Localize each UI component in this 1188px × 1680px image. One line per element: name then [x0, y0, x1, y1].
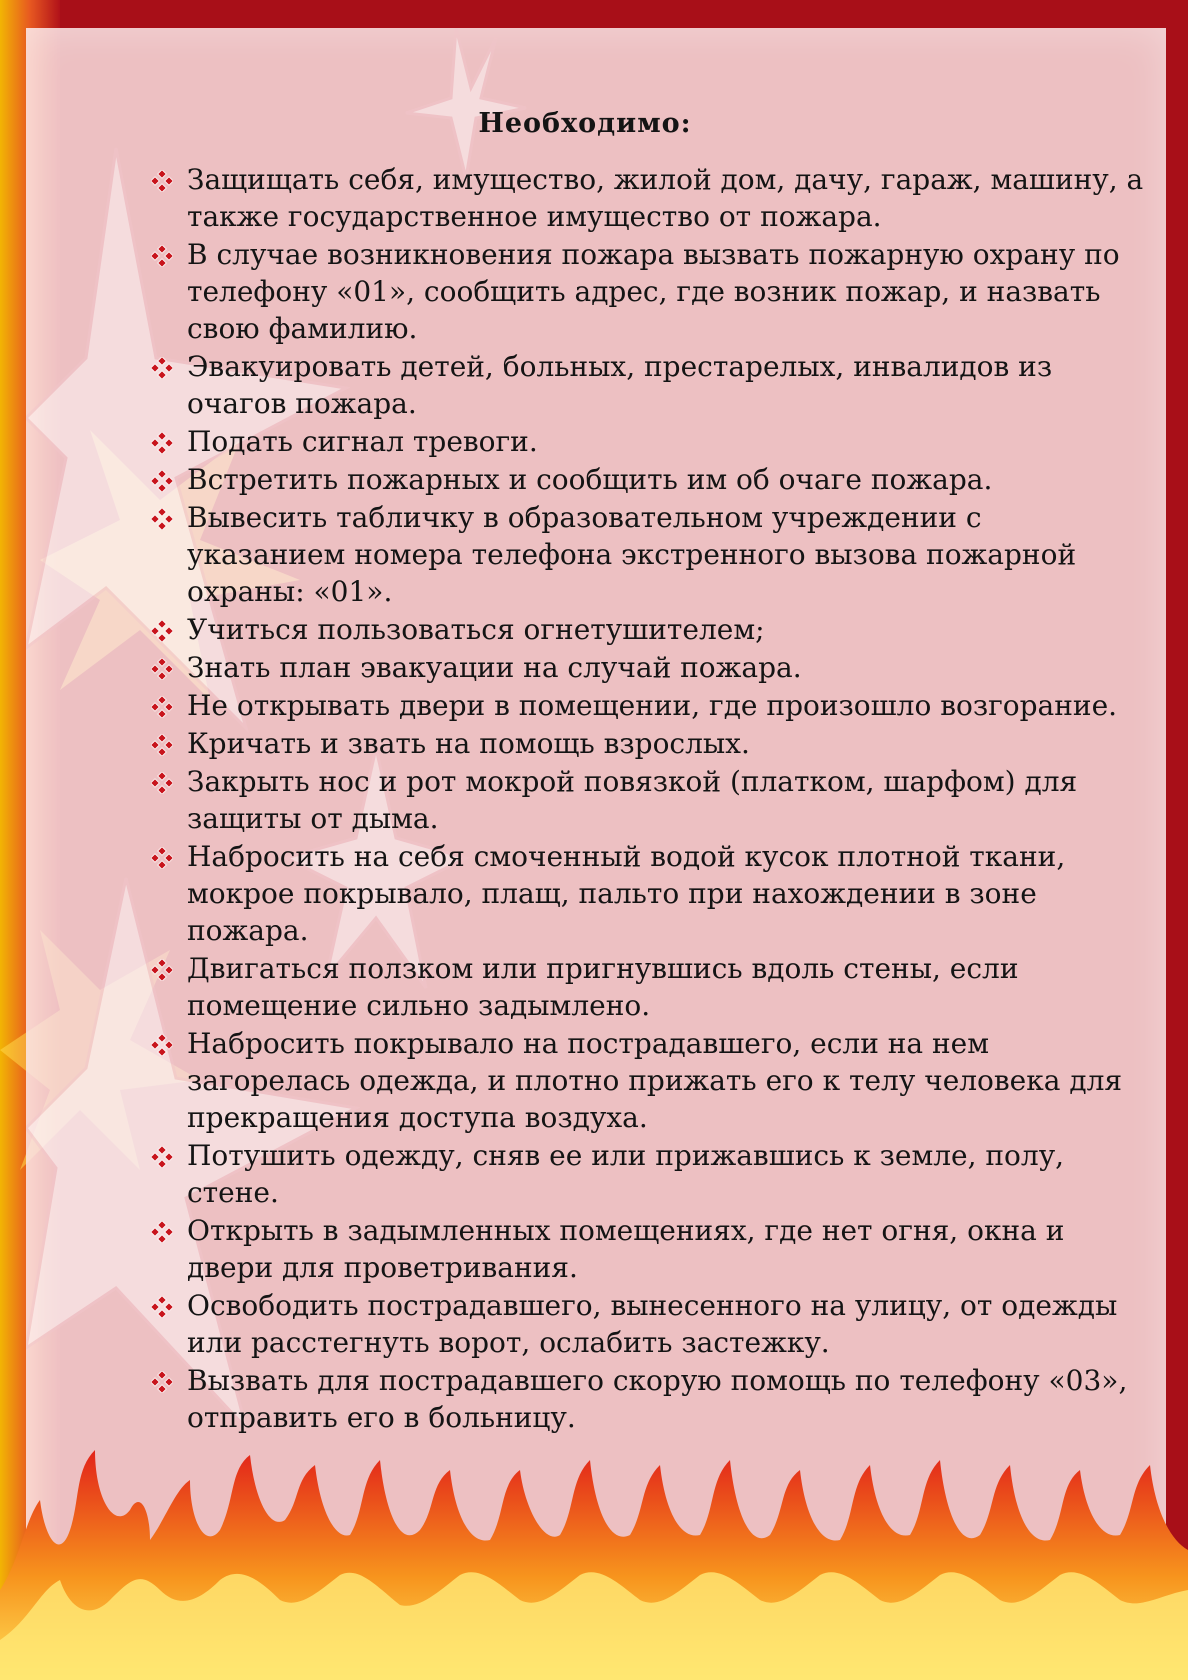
- list-item: [145, 763, 1145, 837]
- list-item: [145, 348, 1145, 422]
- list-item: [145, 423, 1145, 460]
- list-item: [145, 1212, 1145, 1286]
- four-diamond-bullet-icon: [151, 649, 175, 686]
- list-item-text: Не открывать двери в помещении, где произошло возгорание.: [187, 689, 1118, 722]
- list-item-text: Набросить на себя смоченный водой кусок плотной ткани, мокрое покрывало, плащ, пальто при нахождении в зоне пожара.: [187, 840, 1066, 947]
- four-diamond-bullet-icon: [151, 423, 175, 460]
- instructions-list: [145, 161, 1145, 1436]
- four-diamond-bullet-icon: [151, 1025, 175, 1062]
- list-item-text: Эвакуировать детей, больных, престарелых, инвалидов из очагов пожара.: [187, 350, 1053, 420]
- list-item: [145, 838, 1145, 949]
- four-diamond-bullet-icon: [151, 611, 175, 648]
- list-item-text: Освободить пострадавшего, вынесенного на улицу, от одежды или расстегнуть ворот, ослабить застежку.: [187, 1289, 1118, 1359]
- list-item: [145, 1287, 1145, 1361]
- list-item-text: Закрыть нос и рот мокрой повязкой (платком, шарфом) для защиты от дыма.: [187, 765, 1078, 835]
- list-item-text: Защищать себя, имущество, жилой дом, дачу, гараж, машину, а также государственное имущество от пожара.: [187, 163, 1144, 233]
- four-diamond-bullet-icon: [151, 838, 175, 875]
- four-diamond-bullet-icon: [151, 236, 175, 273]
- four-diamond-bullet-icon: [151, 687, 175, 724]
- list-item-text: Двигаться ползком или пригнувшись вдоль стены, если помещение сильно задымлено.: [187, 952, 1019, 1022]
- four-diamond-bullet-icon: [151, 763, 175, 800]
- list-item-text: Знать план эвакуации на случай пожара.: [187, 651, 802, 684]
- page-title: Необходимо:: [478, 108, 692, 139]
- list-item: [145, 725, 1145, 762]
- list-item: [145, 611, 1145, 648]
- list-item-text: Вывесить табличку в образовательном учреждении с указанием номера телефона экстренного вызова пожарной охраны: «01».: [187, 501, 1077, 608]
- list-item: [145, 161, 1145, 235]
- four-diamond-bullet-icon: [151, 1287, 175, 1324]
- list-item-text: Учиться пользоваться огнетушителем;: [187, 613, 765, 646]
- list-item: [145, 950, 1145, 1024]
- list-item: [145, 649, 1145, 686]
- list-item-text: Набросить покрывало на пострадавшего, если на нем загорелась одежда, и плотно прижать его к телу человека для прекращения доступа воздуха.: [187, 1027, 1123, 1134]
- four-diamond-bullet-icon: [151, 950, 175, 987]
- four-diamond-bullet-icon: [151, 1362, 175, 1399]
- list-item: [145, 1137, 1145, 1211]
- list-item-text: Встретить пожарных и сообщить им об очаге пожара.: [187, 463, 993, 496]
- four-diamond-bullet-icon: [151, 499, 175, 536]
- four-diamond-bullet-icon: [151, 461, 175, 498]
- flames-decoration: [0, 1440, 1188, 1680]
- list-item-text: Потушить одежду, сняв ее или прижавшись к земле, полу, стене.: [187, 1139, 1065, 1209]
- four-diamond-bullet-icon: [151, 348, 175, 385]
- list-item-text: Подать сигнал тревоги.: [187, 425, 538, 458]
- list-item-text: Кричать и звать на помощь взрослых.: [187, 727, 750, 760]
- list-item: [145, 687, 1145, 724]
- list-item: [145, 499, 1145, 610]
- four-diamond-bullet-icon: [151, 1212, 175, 1249]
- list-item: [145, 461, 1145, 498]
- list-item: [145, 236, 1145, 347]
- content: [145, 108, 1145, 1437]
- list-item: [145, 1362, 1145, 1436]
- four-diamond-bullet-icon: [151, 1137, 175, 1174]
- list-item-text: Открыть в задымленных помещениях, где нет огня, окна и двери для проветривания.: [187, 1214, 1065, 1284]
- list-item-text: Вызвать для пострадавшего скорую помощь по телефону «03», отправить его в больницу.: [187, 1364, 1128, 1434]
- four-diamond-bullet-icon: [151, 161, 175, 198]
- list-item-text: В случае возникновения пожара вызвать пожарную охрану по телефону «01», сообщить адрес, где возник пожар, и назвать свою фамилию.: [187, 238, 1120, 345]
- list-item: [145, 1025, 1145, 1136]
- four-diamond-bullet-icon: [151, 725, 175, 762]
